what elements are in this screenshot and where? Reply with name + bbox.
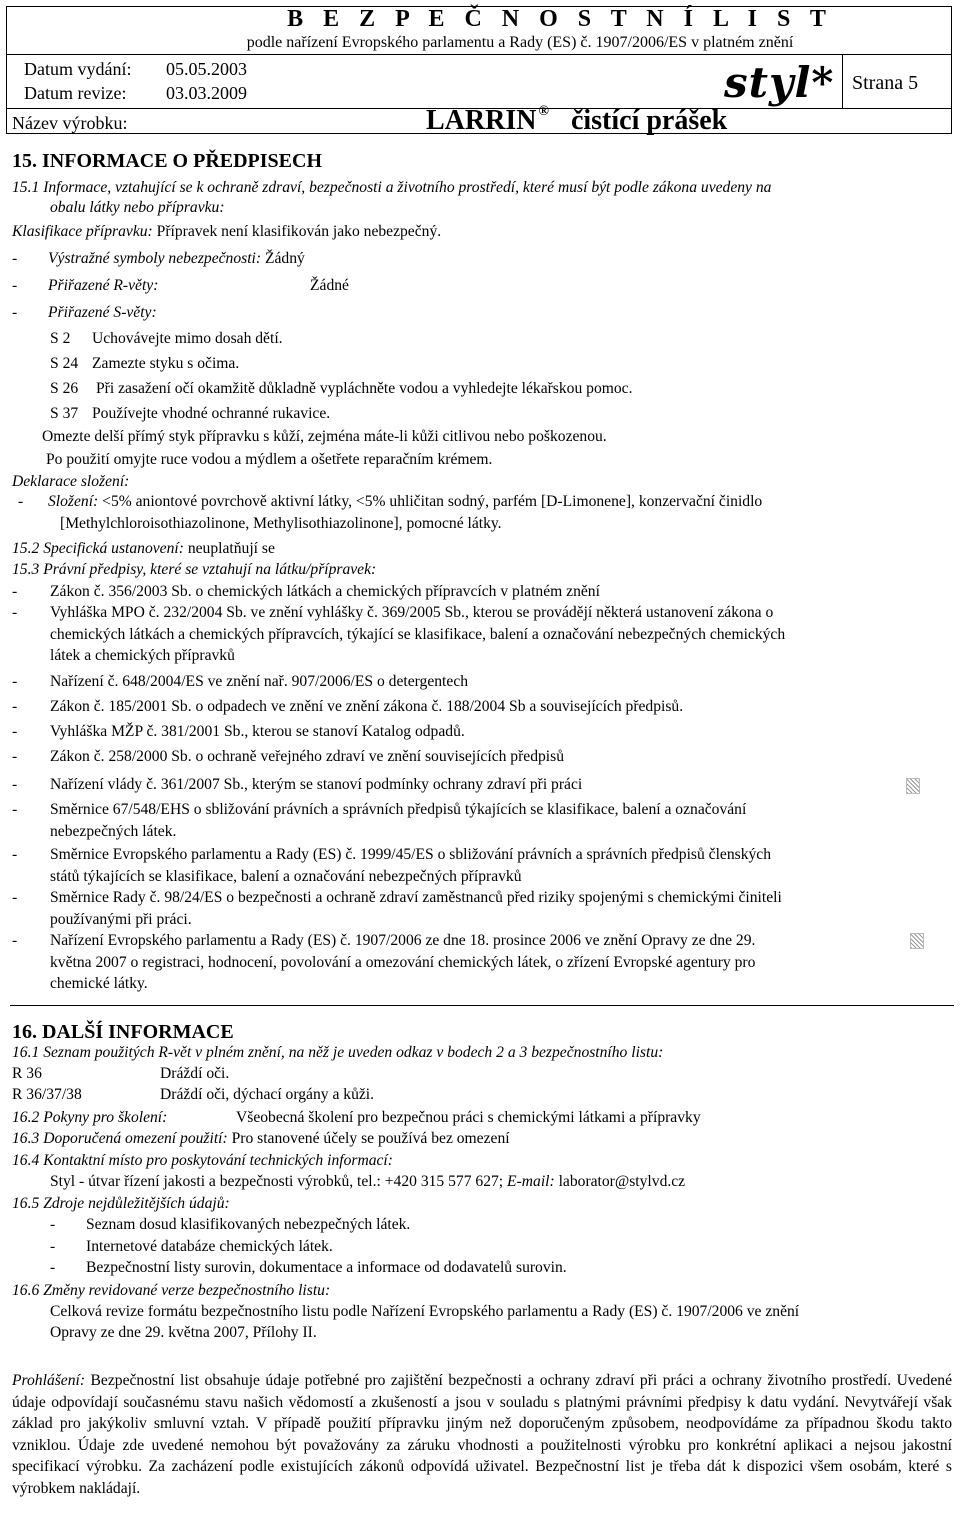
classification: Klasifikace přípravku: Přípravek není klasifikován jako nebezpečný. xyxy=(12,223,442,240)
s166-text-a: Celková revize formátu bezpečnostního listu podle Nařízení Evropského parlamentu a Rady (ES) č. 1907/2006 ve znění xyxy=(50,1303,800,1320)
law-item-line: Vyhláška MŽP č. 381/2001 Sb., kterou se stanoví Katalog odpadů. xyxy=(50,723,465,740)
law-bullet: - xyxy=(12,673,18,690)
law-item-line: Zákon č. 185/2001 Sb. o odpadech ve znění ve znění zákona č. 188/2004 Sb a souvisejících předpisů. xyxy=(50,698,684,715)
law-item-line: Zákon č. 258/2000 Sb. o ochraně veřejného zdraví ve znění souvisejících předpisů xyxy=(50,748,565,765)
s162: 16.2 Pokyny pro školení: Všeobecná školení pro bezpečnou práci s chemickými látkami a přípravky xyxy=(12,1109,701,1126)
source-item: - Seznam dosud klasifikovaných nebezpečných látek. xyxy=(50,1216,411,1233)
extra-instruction-2: Po použití omyjte ruce vodou a mýdlem a ošetřete reparačním krémem. xyxy=(46,451,493,468)
law-item-line: Vyhláška MPO č. 232/2004 Sb. ve znění vyhlášky č. 369/2005 Sb., kterou se provádějí některá ustanovení zákona o xyxy=(50,604,774,621)
s151-text-b: obalu látky nebo přípravku: xyxy=(50,199,225,216)
product-name: LARRIN ® čistící prášek xyxy=(426,104,728,136)
law-item-line: května 2007 o registraci, hodnocení, povolování a omezování chemických látek, o zřízení Evropské agentury pro xyxy=(50,953,756,971)
sheet-subtitle: podle nařízení Evropského parlamentu a Rady (ES) č. 1907/2006/ES v platném znění xyxy=(246,34,794,51)
issued-label: Datum vydání: xyxy=(24,59,132,79)
source-item: - Internetové databáze chemických látek. xyxy=(50,1238,333,1255)
law-bullet: - xyxy=(12,932,18,949)
r-phrases: - Přiřazené R-věty: Žádné xyxy=(12,277,349,294)
s-phrase: S 2 Uchovávejte mimo dosah dětí. xyxy=(50,330,283,347)
s151-text-a: 15.1 Informace, vztahující se k ochraně zdraví, bezpečnosti a životního prostředí, které musí být podle zákona uvedeny na xyxy=(12,179,772,196)
law-item-line: Nařízení vlády č. 361/2007 Sb., kterým se stanoví podmínky ochrany zdraví při práci xyxy=(50,776,583,793)
s-phrase: S 24 Zamezte styku s očima. xyxy=(50,355,240,372)
contact-email[interactable]: laborator@stylvd.cz xyxy=(558,1173,686,1190)
law-item-line: chemické látky. xyxy=(50,975,148,992)
section-16-heading: 16. DALŠÍ INFORMACE xyxy=(12,1021,234,1043)
page-number: Strana 5 xyxy=(852,72,919,94)
s152: 15.2 Specifická ustanovení: neuplatňují se xyxy=(12,540,275,557)
s-phrase: S 26 Při zasažení očí okamžitě důkladně vypláchněte vodou a vyhledejte lékařskou pomoc. xyxy=(50,380,633,397)
s153-label: 15.3 Právní předpisy, které se vztahují na látku/přípravek: xyxy=(12,561,377,578)
declaration-of-composition: Deklarace složení: xyxy=(12,473,130,490)
styl-logo: styl* xyxy=(724,58,835,107)
law-item-line: nebezpečných látek. xyxy=(50,822,177,840)
section-divider xyxy=(10,1005,954,1006)
hazard-symbols: - Výstražné symboly nebezpečnosti: Žádný xyxy=(12,250,305,267)
law-bullet: - xyxy=(12,723,18,740)
extra-instruction-1: Omezte delší přímý styk přípravku s kůží, zejména máte-li kůži citlivou nebo poškozenou. xyxy=(42,428,607,445)
revision-label: Datum revize: xyxy=(24,83,127,103)
s166-text-b: Opravy ze dne 29. května 2007, Přílohy II. xyxy=(50,1324,317,1341)
law-item-line: látek a chemických přípravků xyxy=(50,647,235,664)
composition-b: [Methylchloroisothiazolinone, Methylisothiazolinone], pomocné látky. xyxy=(60,515,502,532)
law-bullet: - xyxy=(12,748,18,765)
sheet-title: B E Z P E Č N O S T N Í L I S T xyxy=(287,6,833,32)
source-item: - Bezpečnostní listy surovin, dokumentace a informace od dodavatelů surovin. xyxy=(50,1259,567,1276)
law-item-line: Směrnice 67/548/EHS o sbližování právních a správních předpisů týkajících se klasifikace, balení a označování xyxy=(50,801,747,818)
issued-value: 05.05.2003 xyxy=(166,59,247,79)
s164-label: 16.4 Kontaktní místo pro poskytování technických informací: xyxy=(12,1152,393,1169)
composition-a: - Složení: <5% aniontové povrchově aktivní látky, <5% uhličitan sodný, parfém [D-Limonene], konzervační činidlo xyxy=(18,493,763,510)
law-item-line: Směrnice Evropského parlamentu a Rady (ES) č. 1999/45/ES o sbližování právních a správních předpisů členských xyxy=(50,846,772,863)
product-label: Název výrobku: xyxy=(12,113,128,133)
law-bullet: - xyxy=(12,889,18,906)
r-phrase-full: R 36/37/38 Dráždí oči, dýchací orgány a kůži. xyxy=(12,1086,375,1103)
revision-value: 03.03.2009 xyxy=(166,83,247,103)
law-bullet: - xyxy=(12,846,18,863)
law-bullet: - xyxy=(12,604,18,621)
s164-contact: Styl - útvar řízení jakosti a bezpečnosti výrobků, tel.: +420 315 577 627; E-mail: laborator@stylvd.cz xyxy=(50,1173,686,1190)
s-phrase: S 37 Používejte vhodné ochranné rukavice. xyxy=(50,405,331,422)
s-phrases-label: - Přiřazené S-věty: xyxy=(12,304,157,321)
law-bullet: - xyxy=(12,583,18,600)
s161-label: 16.1 Seznam použitých R-vět v plném znění, na něž je uveden odkaz v bodech 2 a 3 bezpečnostního listu: xyxy=(12,1044,664,1061)
law-item-line: chemických látkách a chemických přípravcích, týkající se klasifikace, balení a označování nebezpečných chemických xyxy=(50,625,786,643)
s166-label: 16.6 Změny revidované verze bezpečnostního listu: xyxy=(12,1282,331,1299)
law-bullet: - xyxy=(12,801,18,818)
r-phrase-full: R 36 Dráždí oči. xyxy=(12,1065,230,1082)
law-item-line: Směrnice Rady č. 98/24/ES o bezpečnosti a ochraně zdraví zaměstnanců před riziky spojenými s chemickými činiteli xyxy=(50,889,782,906)
law-bullet: - xyxy=(12,776,18,793)
law-item-line: Nařízení č. 648/2004/ES ve znění nař. 907/2006/ES o detergentech xyxy=(50,673,469,690)
s165-label: 16.5 Zdroje nejdůležitějších údajů: xyxy=(12,1195,230,1212)
law-item-line: Zákon č. 356/2003 Sb. o chemických látkách a chemických přípravcích v platném znění xyxy=(50,583,600,600)
law-item-line: Nařízení Evropského parlamentu a Rady (ES) č. 1907/2006 ze dne 18. prosince 2006 ve znění Opravy ze dne 29. xyxy=(50,932,756,949)
section-15-heading: 15. INFORMACE O PŘEDPISECH xyxy=(12,150,323,172)
law-item-line: používanými při práci. xyxy=(50,910,192,928)
shade-mark xyxy=(906,778,920,794)
shade-mark xyxy=(910,933,924,949)
law-bullet: - xyxy=(12,698,18,715)
declaration-paragraph: Prohlášení: Bezpečnostní list obsahuje údaje potřebné pro zajištění bezpečnosti a ochrany zdraví při práci a ochrany životního prostředí. Uvedené údaje odpovídají současnému stavu našich vědomostí a zkušeností a jsou v souladu s platnými právními předpisy k datu vydání. Nevytvářejí však základ pro jakýkoliv smluvní vztah. V případě použití přípravku jiným než doporučeným způsobem, neodpovídáme za případnou škodu takto vzniklou. Údaje zde uvedené nemohou být považovány za záruku vhodnosti a použitelnosti výrobku pro konkrétní aplikaci a nejsou jakostní specifikací výrobku. Za zacházení podle existujících zákonů odpovídá uživatel. Bezpečnostní list je třeba dát k dispozici všem osobám, které s výrobkem nakládají. xyxy=(12,1372,952,1497)
law-item-line: států týkajících se klasifikace, balení a označování nebezpečných přípravků xyxy=(50,867,522,885)
s163: 16.3 Doporučená omezení použití: Pro stanovené účely se používá bez omezení xyxy=(12,1130,510,1147)
